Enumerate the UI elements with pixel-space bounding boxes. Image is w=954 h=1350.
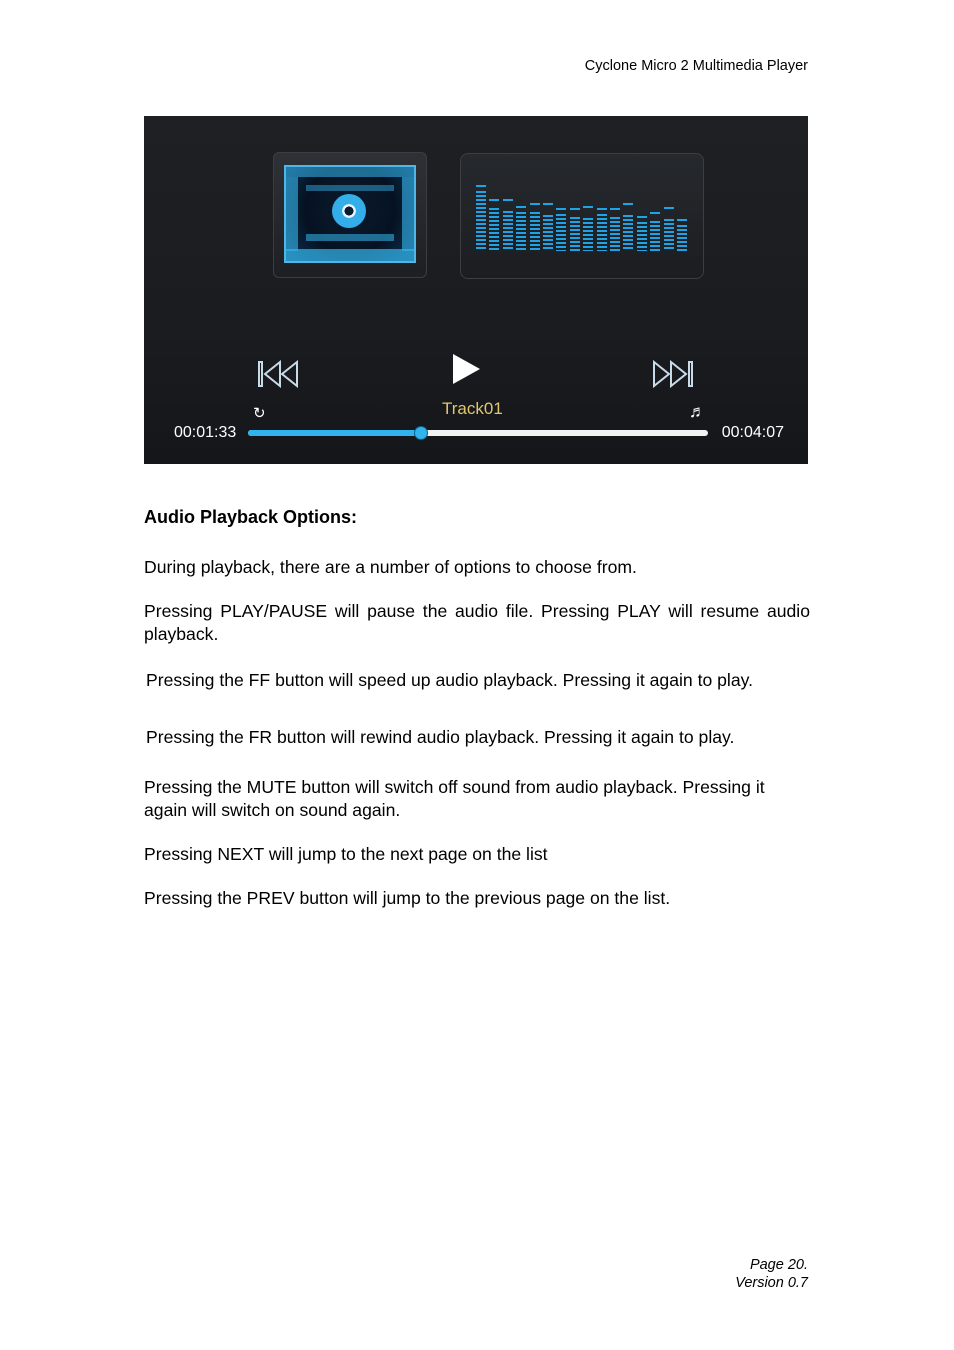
equalizer-peak: [677, 219, 687, 221]
paragraph-text: Pressing: [144, 601, 213, 621]
total-time: 00:04:07: [721, 424, 784, 441]
paragraph-intro: During playback, there are a number of options to choose from.: [144, 557, 637, 577]
music-note-icon: ♬: [689, 402, 706, 421]
equalizer-peak: [556, 208, 566, 210]
paragraph-mute: Pressing the MUTE button will switch off sound from audio playback. Pressing it again will switch on sound again.: [144, 777, 765, 820]
equalizer-peak: [637, 216, 647, 218]
version-label: Version 0.7: [735, 1275, 808, 1291]
equalizer-bar: [570, 217, 580, 251]
equalizer-peak: [503, 199, 513, 201]
paragraph-play-pause: [144, 600, 810, 646]
equalizer-peak: [664, 207, 674, 209]
equalizer-bar: [677, 225, 687, 251]
equalizer-peak: [610, 208, 620, 210]
equalizer-peak: [570, 208, 580, 210]
progress-knob[interactable]: [415, 427, 427, 439]
equalizer-bar: [530, 212, 540, 251]
repeat-icon[interactable]: ↻: [253, 405, 266, 422]
equalizer-bar: [489, 208, 499, 251]
album-art: [284, 165, 416, 263]
equalizer-peak: [583, 206, 593, 208]
equalizer-peak: [543, 203, 553, 205]
equalizer-bar: [597, 214, 607, 251]
next-icon[interactable]: [650, 360, 694, 388]
equalizer-bar: [610, 217, 620, 251]
equalizer-bar: [664, 219, 674, 251]
progress-bar[interactable]: [248, 430, 708, 436]
elapsed-time: 00:01:33: [174, 424, 237, 441]
equalizer-bars: [476, 181, 690, 251]
equalizer-peak: [516, 206, 526, 208]
paragraph-next: Pressing NEXT will jump to the next page on the list: [144, 844, 548, 864]
document-header: Cyclone Micro 2 Multimedia Player: [584, 58, 808, 74]
equalizer-bar: [623, 215, 633, 251]
equalizer-peak: [597, 208, 607, 210]
equalizer-bar: [556, 214, 566, 251]
paragraph-fr: Pressing the FR button will rewind audio playback. Pressing it again to play.: [146, 727, 735, 747]
track-name: Track01: [442, 399, 503, 418]
section-title: Audio Playback Options:: [144, 507, 358, 527]
prev-icon[interactable]: [257, 360, 301, 388]
equalizer-panel: [460, 153, 704, 279]
equalizer-bar: [650, 221, 660, 251]
equalizer-peak: [650, 212, 660, 214]
equalizer-peak: [623, 203, 633, 205]
equalizer-peak: [489, 199, 499, 201]
equalizer-bar: [503, 211, 513, 251]
equalizer-bar: [476, 191, 486, 251]
paragraph-ff: Pressing the FF button will speed up audio playback. Pressing it again to play.: [146, 670, 754, 690]
album-art-panel: [273, 152, 427, 278]
play-icon[interactable]: [450, 352, 482, 386]
equalizer-bar: [516, 212, 526, 251]
paragraph-text: will pause the audio file. Pressing PLAY will resume audio playback.: [144, 601, 810, 644]
equalizer-bar: [637, 222, 647, 251]
page-footer: [735, 1256, 808, 1292]
player-screenshot: [144, 116, 808, 464]
equalizer-peak: [530, 203, 540, 205]
equalizer-peak: [476, 185, 486, 187]
key-name: PLAY/PAUSE: [220, 601, 328, 621]
paragraph-prev: Pressing the PREV button will jump to the previous page on the list.: [144, 888, 671, 908]
page-number: Page 20.: [749, 1257, 808, 1273]
progress-fill: [248, 430, 421, 436]
equalizer-bar: [583, 218, 593, 251]
disc-icon: [332, 194, 366, 228]
equalizer-bar: [543, 215, 553, 251]
